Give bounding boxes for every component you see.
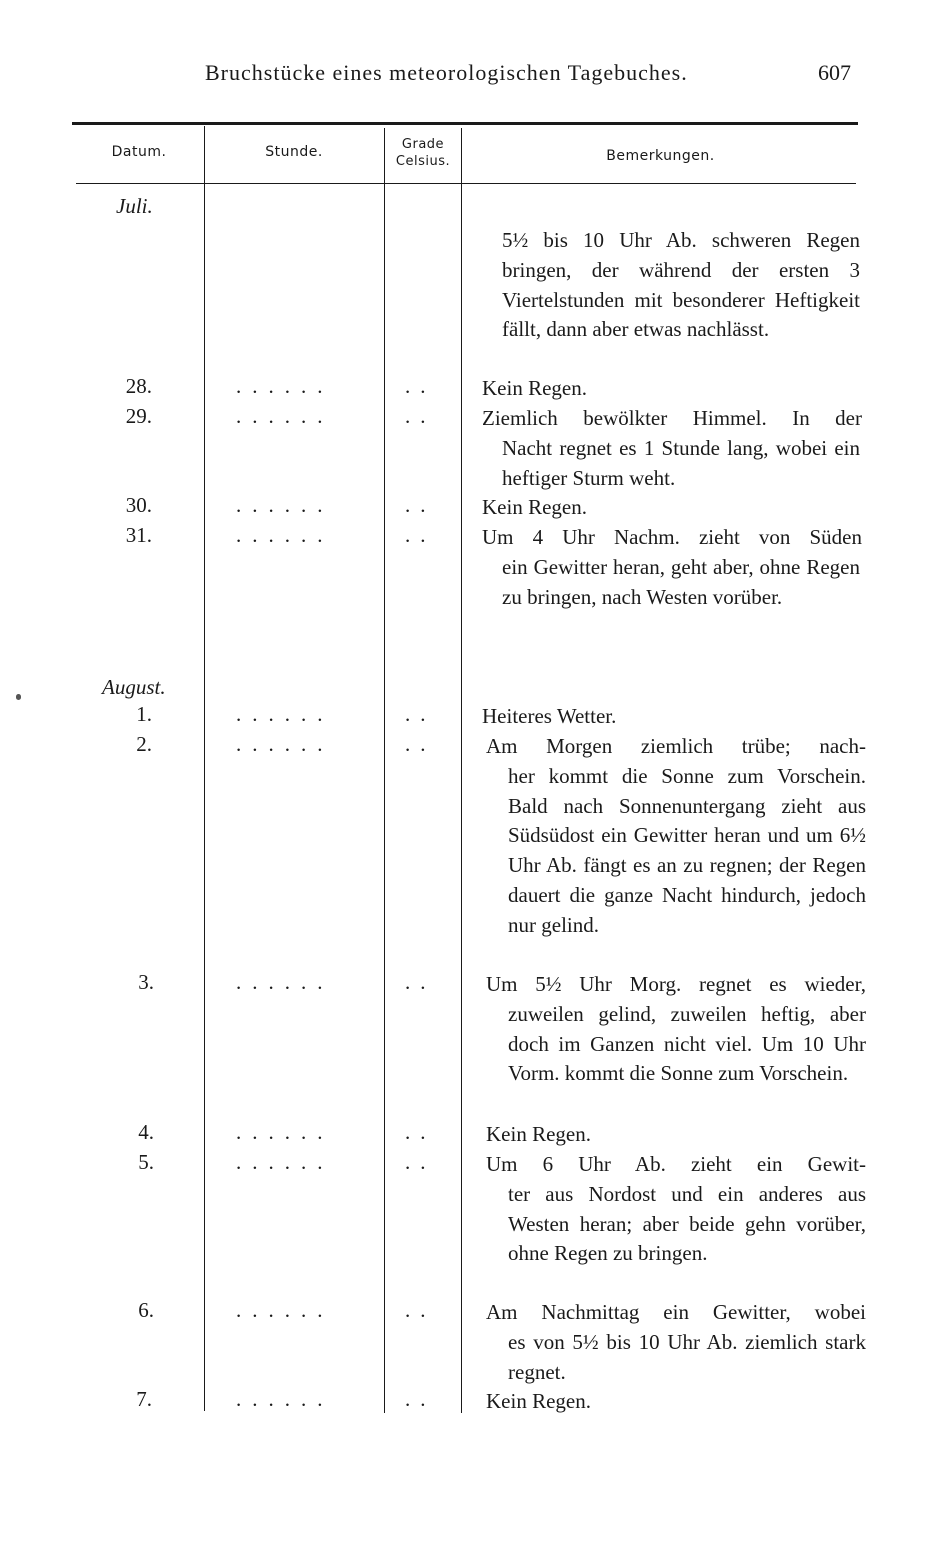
entry-remark-first-line: Am Nachmittag ein Gewitter, wobei (486, 1300, 866, 1324)
column-header-bemerkungen: Bemerkungen. (606, 148, 715, 164)
entry-grade-dots: .. (405, 404, 436, 428)
entry-grade-dots: .. (405, 1298, 436, 1322)
entry-remark-first-line: Um 5½ Uhr Morg. regnet es wieder, (486, 972, 866, 996)
continued-remark: 5½ bis 10 Uhr Ab. schweren Regen bringen, der während der ersten 3 Viertelstunden mit besonderer Heftigkeit fällt, dann aber etwas nachlässt. (502, 228, 860, 342)
entry-day: 5. (138, 1150, 154, 1174)
entry-remark-first-line: Am Morgen ziemlich trübe; nach- (486, 734, 866, 758)
column-divider-grade (461, 128, 462, 1413)
entry-grade-dots: .. (405, 374, 436, 398)
entry-stunde-dots: ...... (236, 702, 334, 726)
entry-grade-dots: .. (405, 523, 436, 547)
entry-remark-first-line: Kein Regen. (482, 376, 587, 400)
entry-day: 4. (138, 1120, 154, 1144)
entry-remark-first-line: Kein Regen. (486, 1122, 591, 1146)
entry-stunde-dots: ...... (236, 1120, 334, 1144)
column-header-datum: Datum. (111, 144, 167, 160)
entry-remark-continuation: her kommt die Sonne zum Vorschein. Bald nach Sonnenuntergang zieht aus Südsüdost ein Gewitter heran und um 6½ Uhr Ab. fängt es an zu regnen; der Regen dauert die ganze Nacht hindurch, jedoch nur gelind. (508, 763, 866, 937)
entry-remark-first-line: Kein Regen. (486, 1389, 591, 1413)
entry-stunde-dots: ...... (236, 970, 334, 994)
entry-remark-continuation: ter aus Nordost und ein anderes aus Westen heran; aber beide gehn vorüber, ohne Regen zu bringen. (508, 1181, 866, 1266)
column-header-grade-line2: Celsius. (395, 154, 451, 169)
entry-grade-dots: .. (405, 1387, 436, 1411)
entry-stunde-dots: ...... (236, 493, 334, 517)
entry-grade-dots: .. (405, 1150, 436, 1174)
entry-remark-continuation: Nacht regnet es 1 Stunde lang, wobei ein heftiger Sturm weht. (502, 435, 860, 490)
entry-day: 31. (125, 523, 152, 547)
entry-day: 3. (138, 970, 154, 994)
entry-stunde-dots: ...... (236, 1298, 334, 1322)
column-divider-stunde (384, 128, 385, 1413)
entry-grade-dots: .. (405, 702, 436, 726)
entry-day: 28. (125, 374, 152, 398)
entry-day: 2. (136, 732, 152, 756)
entry-remark-continuation: es von 5½ bis 10 Uhr Ab. ziemlich stark regnet. (508, 1329, 866, 1384)
table-top-rule (72, 122, 858, 125)
entry-remark-first-line: Heiteres Wetter. (482, 704, 617, 728)
month-label-august: August. (102, 675, 166, 699)
entry-stunde-dots: ...... (236, 1150, 334, 1174)
column-divider-datum (204, 126, 205, 1411)
entry-remark-continuation: ein Gewitter heran, geht aber, ohne Regen zu bringen, nach Westen vorüber. (502, 554, 860, 609)
entry-grade-dots: .. (405, 493, 436, 517)
entry-day: 29. (125, 404, 152, 428)
column-header-grade (386, 136, 460, 170)
entry-remark-first-line: Um 4 Uhr Nachm. zieht von Süden (482, 525, 862, 549)
entry-grade-dots: .. (405, 970, 436, 994)
entry-remark-continuation: zuweilen gelind, zuweilen heftig, aber doch im Ganzen nicht viel. Um 10 Uhr Vorm. kommt die Sonne zum Vorschein. (508, 1001, 866, 1086)
column-header-grade-line1: Grade (401, 137, 445, 152)
entry-remark-first-line: Ziemlich bewölkter Himmel. In der (482, 406, 862, 430)
page-number: 607 (818, 60, 851, 85)
entry-stunde-dots: ...... (236, 523, 334, 547)
entry-grade-dots: .. (405, 732, 436, 756)
entry-grade-dots: .. (405, 1120, 436, 1144)
running-title: Bruchstücke eines meteorologischen Tagebuches. (205, 60, 688, 85)
entry-day: 30. (125, 493, 152, 517)
entry-day: 6. (138, 1298, 154, 1322)
entry-stunde-dots: ...... (236, 1387, 334, 1411)
column-header-stunde: Stunde. (265, 144, 323, 160)
entry-stunde-dots: ...... (236, 404, 334, 428)
entry-stunde-dots: ...... (236, 732, 334, 756)
entry-remark-first-line: Kein Regen. (482, 495, 587, 519)
table-header-rule (76, 183, 856, 184)
entry-day: 1. (136, 702, 152, 726)
entry-stunde-dots: ...... (236, 374, 334, 398)
month-label-juli: Juli. (116, 194, 153, 218)
print-speck (16, 694, 21, 700)
entry-day: 7. (136, 1387, 152, 1411)
entry-remark-first-line: Um 6 Uhr Ab. zieht ein Gewit- (486, 1152, 866, 1176)
